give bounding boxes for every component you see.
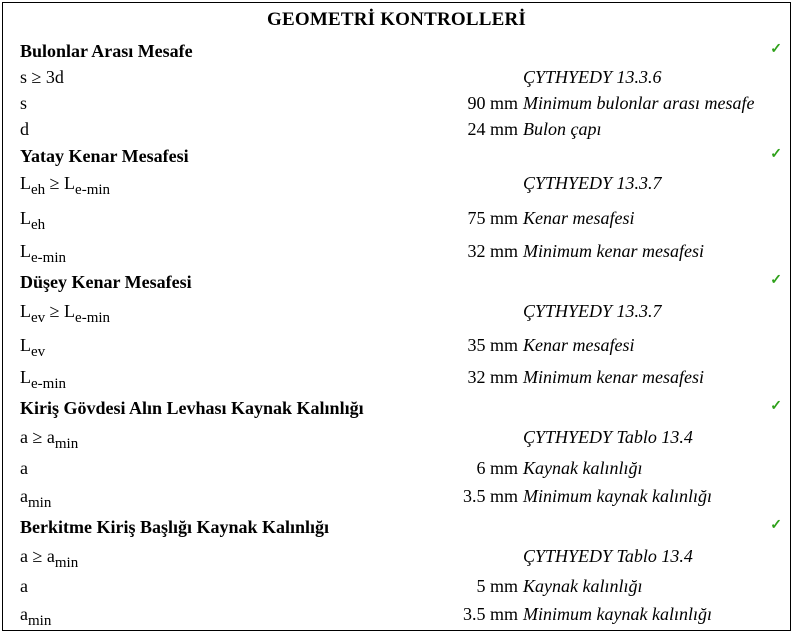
description: Minimum kaynak kalınlığı — [523, 604, 712, 624]
reference: ÇYTHYEDY 13.3.7 — [523, 301, 662, 321]
symbol: $a_{min}$ — [20, 486, 52, 511]
section-heading: Bulonlar Arası Mesafe — [20, 41, 193, 61]
symbol: $a_{min}$ — [20, 604, 52, 629]
description: Kenar mesafesi — [523, 208, 635, 228]
reference: ÇYTHYEDY 13.3.6 — [523, 67, 662, 87]
symbol: $a \ge a_{min}$ — [20, 427, 79, 452]
check-icon: ✓ — [770, 518, 782, 533]
symbol: $L_{e-min}$ — [20, 367, 66, 392]
value: 32 mm — [467, 367, 518, 387]
description: Minimum kenar mesafesi — [523, 241, 704, 261]
description: Kaynak kalınlığı — [523, 576, 643, 596]
table-row — [3, 93, 790, 117]
page-title: GEOMETRİ KONTROLLERİ — [267, 9, 526, 30]
symbol: $L_{eh}$ — [20, 208, 46, 233]
check-icon: ✓ — [770, 399, 782, 414]
section-heading: Düşey Kenar Mesafesi — [20, 272, 192, 292]
table-row — [3, 486, 790, 510]
symbol: a — [20, 576, 28, 596]
reference: ÇYTHYEDY Tablo 13.4 — [523, 427, 693, 447]
value: 75 mm — [467, 208, 518, 228]
section-heading-row — [3, 41, 790, 65]
section-heading-row — [3, 146, 790, 170]
table-row — [3, 335, 790, 359]
description: Minimum kenar mesafesi — [523, 367, 704, 387]
description: Kenar mesafesi — [523, 335, 635, 355]
symbol: a — [20, 458, 28, 478]
check-icon: ✓ — [770, 273, 782, 288]
section-heading: Kiriş Gövdesi Alın Levhası Kaynak Kalınlığı — [20, 398, 364, 418]
value: 32 mm — [467, 241, 518, 261]
section-heading-row — [3, 398, 790, 422]
table-row — [3, 173, 790, 197]
symbol: $L_{ev} \ge L_{e-min}$ — [20, 301, 111, 326]
table-row — [3, 546, 790, 570]
symbol: $L_{ev}$ — [20, 335, 46, 360]
symbol: s ≥ 3d — [20, 67, 64, 87]
symbol: $L_{eh} \ge L_{e-min}$ — [20, 173, 111, 198]
table-row — [3, 458, 790, 482]
table-row — [3, 427, 790, 451]
table-row — [3, 208, 790, 232]
table-row — [3, 67, 790, 91]
description: Minimum kaynak kalınlığı — [523, 486, 712, 506]
value: 6 mm — [476, 458, 518, 478]
symbol: $a \ge a_{min}$ — [20, 546, 79, 571]
value: 35 mm — [467, 335, 518, 355]
geometry-checks-panel — [2, 2, 791, 631]
section-heading: Yatay Kenar Mesafesi — [20, 146, 189, 166]
section-heading-row — [3, 272, 790, 296]
symbol: d — [20, 119, 29, 139]
check-icon: ✓ — [770, 147, 782, 162]
value: 3.5 mm — [462, 604, 518, 624]
description: Kaynak kalınlığı — [523, 458, 643, 478]
table-row — [3, 301, 790, 325]
description: Bulon çapı — [523, 119, 602, 139]
symbol: s — [20, 93, 28, 113]
table-row — [3, 119, 790, 143]
section-heading-row — [3, 517, 790, 541]
check-icon: ✓ — [770, 42, 782, 57]
value: 90 mm — [467, 93, 518, 113]
value: 24 mm — [467, 119, 518, 139]
section-heading: Berkitme Kiriş Başlığı Kaynak Kalınlığı — [20, 517, 330, 537]
value: 5 mm — [476, 576, 518, 596]
symbol: $L_{e-min}$ — [20, 241, 66, 266]
table-row — [3, 367, 790, 391]
value: 3.5 mm — [462, 486, 518, 506]
table-row — [3, 576, 790, 600]
table-row — [3, 241, 790, 265]
table-row — [3, 604, 790, 628]
reference: ÇYTHYEDY 13.3.7 — [523, 173, 662, 193]
reference: ÇYTHYEDY Tablo 13.4 — [523, 546, 693, 566]
description: Minimum bulonlar arası mesafe — [523, 93, 755, 113]
